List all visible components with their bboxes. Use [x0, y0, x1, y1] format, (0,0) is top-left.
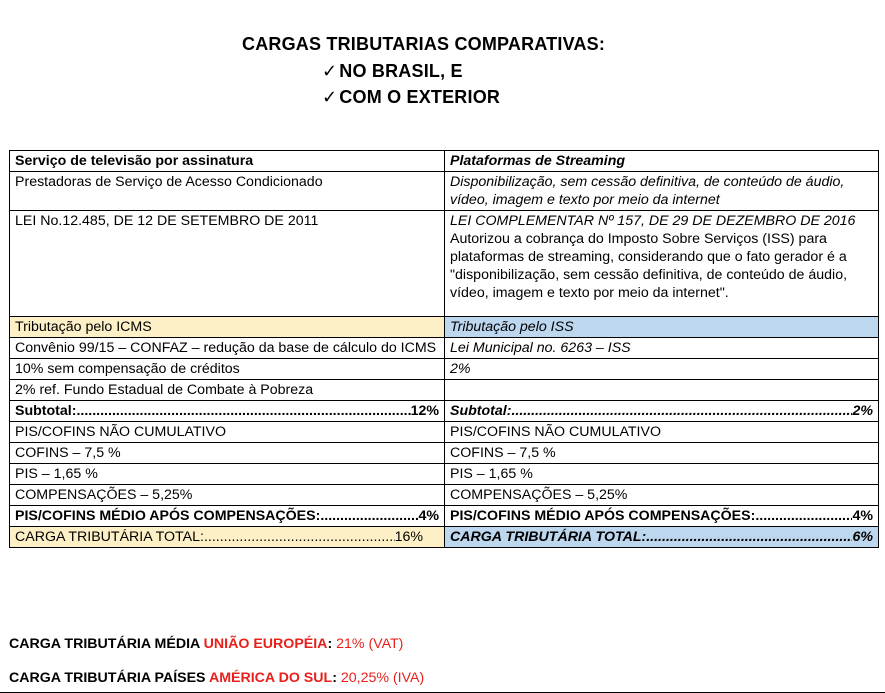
total-value: 16% — [394, 529, 423, 545]
footer-america-do-sul — [9, 670, 424, 686]
table-row — [10, 401, 879, 422]
ue-prefix: CARGA TRIBUTÁRIA MÉDIA — [9, 636, 204, 652]
cell-tributacao-icms: Tributação pelo ICMS — [10, 317, 445, 338]
ue-region: UNIÃO EUROPÉIA — [203, 636, 328, 652]
table-row — [10, 527, 879, 548]
medio-label: PIS/COFINS MÉDIO APÓS COMPENSAÇÕES: — [15, 508, 321, 524]
cell-subtotal-left — [10, 401, 445, 422]
cell-sem-compensacao: 10% sem compensação de créditos — [10, 359, 445, 380]
table-row — [10, 359, 879, 380]
subtitle-brasil-text: NO BRASIL, E — [339, 61, 463, 81]
table-row — [10, 151, 879, 172]
cell-total-left — [10, 527, 445, 548]
page-title: CARGAS TRIBUTARIAS COMPARATIVAS: — [242, 34, 606, 54]
cell-disponibilizacao: Disponibilização, sem cessão definitiva, de conteúdo de áudio, vídeo, imagem e texto por meio da internet — [445, 172, 879, 211]
cell-cofins-right: COFINS – 7,5 % — [445, 443, 879, 464]
cell-lei-complementar — [445, 211, 879, 317]
table-row — [10, 380, 879, 401]
medio-value: 4% — [418, 508, 439, 524]
cell-prestadoras: Prestadoras de Serviço de Acesso Condicionado — [10, 172, 445, 211]
table-row — [10, 422, 879, 443]
cell-compensacoes-left: COMPENSAÇÕES – 5,25% — [10, 485, 445, 506]
medio-value: 4% — [852, 508, 873, 524]
subtotal-value: 12% — [410, 403, 439, 419]
subtotal-value: 2% — [852, 403, 873, 419]
table-row — [10, 464, 879, 485]
table-row — [10, 338, 879, 359]
ue-value: 21% (VAT) — [332, 636, 404, 652]
total-label: CARGA TRIBUTÁRIA TOTAL: — [450, 529, 647, 545]
cell-pis-cofins-left: PIS/COFINS NÃO CUMULATIVO — [10, 422, 445, 443]
cell-fundo-pobreza: 2% ref. Fundo Estadual de Combate à Pobreza — [10, 380, 445, 401]
as-region: AMÉRICA DO SUL — [208, 670, 333, 686]
lei-complementar-title: LEI COMPLEMENTAR Nº 157, DE 29 DE DEZEMBRO DE 2016 — [450, 213, 856, 229]
subtitle-exterior — [322, 87, 500, 108]
cell-medio-left — [10, 506, 445, 527]
total-value: 6% — [852, 529, 873, 545]
checkmark-icon: ✓ — [322, 87, 338, 107]
comparison-table — [9, 150, 879, 548]
header-tv-assinatura: Serviço de televisão por assinatura — [10, 151, 445, 172]
medio-label: PIS/COFINS MÉDIO APÓS COMPENSAÇÕES: — [450, 508, 756, 524]
cell-subtotal-right — [445, 401, 879, 422]
cell-tributacao-iss: Tributação pelo ISS — [445, 317, 879, 338]
cell-lei-12485: LEI No.12.485, DE 12 DE SETEMBRO DE 2011 — [10, 211, 445, 317]
lei-complementar-body: Autorizou a cobrança do Imposto Sobre Serviços (ISS) para plataformas de streaming, considerando que o fato gerador é a "disponibilização, sem cessão definitiva, de conteúdo de áudio, vídeo, imagem e texto por meio da internet". — [450, 231, 848, 301]
total-label: CARGA TRIBUTÁRIA TOTAL: — [15, 529, 204, 545]
as-colon: : — [332, 670, 337, 686]
cell-iss-rate: 2% — [445, 359, 879, 380]
table-row — [10, 211, 879, 317]
cell-pis-left: PIS – 1,65 % — [10, 464, 445, 485]
as-value: 20,25% (IVA) — [336, 670, 425, 686]
checkmark-icon: ✓ — [322, 61, 338, 81]
cell-compensacoes-right: COMPENSAÇÕES – 5,25% — [445, 485, 879, 506]
footer-uniao-europeia — [9, 636, 403, 652]
subtotal-label: Subtotal: — [450, 403, 512, 419]
cell-medio-right — [445, 506, 879, 527]
subtitle-brasil — [322, 61, 463, 82]
cell-empty — [445, 380, 879, 401]
header-streaming: Plataformas de Streaming — [445, 151, 879, 172]
subtotal-label: Subtotal: — [15, 403, 77, 419]
table-row — [10, 172, 879, 211]
as-prefix: CARGA TRIBUTÁRIA PAÍSES — [9, 670, 209, 686]
ue-colon: : — [327, 636, 333, 652]
table-row — [10, 485, 879, 506]
cell-pis-right: PIS – 1,65 % — [445, 464, 879, 485]
cell-convenio: Convênio 99/15 – CONFAZ – redução da base de cálculo do ICMS — [10, 338, 445, 359]
cell-cofins-left: COFINS – 7,5 % — [10, 443, 445, 464]
cell-lei-municipal: Lei Municipal no. 6263 – ISS — [445, 338, 879, 359]
table-row — [10, 443, 879, 464]
cell-total-right — [445, 527, 879, 548]
table-row — [10, 506, 879, 527]
subtitle-exterior-text: COM O EXTERIOR — [339, 87, 501, 107]
cell-pis-cofins-right: PIS/COFINS NÃO CUMULATIVO — [445, 422, 879, 443]
table-row — [10, 317, 879, 338]
